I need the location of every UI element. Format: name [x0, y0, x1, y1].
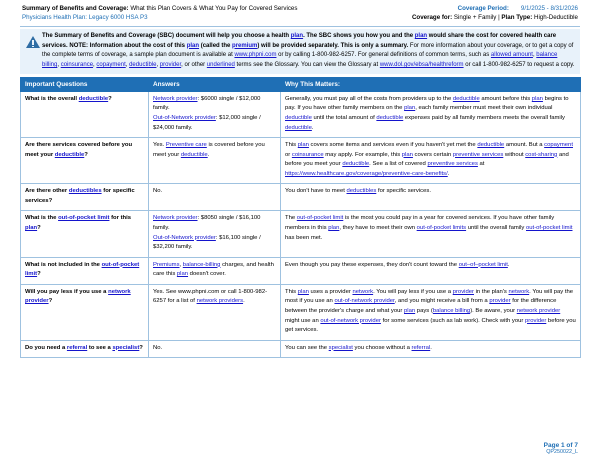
- document-title-strong: Summary of Benefits and Coverage:: [22, 5, 129, 12]
- table-row: [21, 138, 581, 184]
- header-right-block: [374, 5, 578, 23]
- notice-s6: only a summary.: [361, 42, 409, 49]
- glossary-link-deductible[interactable]: deductible: [285, 124, 312, 131]
- glossary-link-plan[interactable]: plan: [25, 225, 38, 232]
- q4-p4: ?: [37, 225, 41, 232]
- glossary-link-deductible[interactable]: deductible: [54, 151, 85, 158]
- question-cell-other-deductibles: [21, 184, 149, 211]
- a1-l1-text: : $12,000 single / $24,000 family.: [153, 114, 261, 131]
- glossary-link-plan[interactable]: plan: [297, 142, 309, 149]
- notice-s8: or by calling 1-800-982-6257. For general definitions of common terms, such as: [276, 52, 491, 59]
- warning-triangle-shape: [26, 36, 40, 48]
- glossary-link-deductible[interactable]: deductible: [477, 142, 505, 149]
- sbc-questions-table: [20, 77, 581, 358]
- q5-p2: ?: [37, 271, 41, 278]
- table-header-row: [21, 77, 581, 91]
- table-row: [21, 257, 581, 284]
- q7-p2: to see a: [87, 344, 113, 351]
- q5-p0: What is not included in the: [25, 261, 102, 268]
- glossary-link-deductible[interactable]: deductible: [285, 114, 312, 121]
- q3-p0: Are there other: [25, 188, 69, 195]
- answer-cell-network-provider-savings: Yes. See www.phpni.com or call 1-800-982-6257 for a list of network providers.: [149, 284, 281, 340]
- q2-p2: ?: [84, 151, 88, 158]
- glossary-link-deductible[interactable]: deductible: [452, 95, 480, 102]
- q6-p2: ?: [48, 298, 53, 305]
- glossary-link-plan[interactable]: plan: [404, 105, 416, 112]
- glossary-link-plan[interactable]: plan: [297, 288, 309, 295]
- glossary-link-balance-billing[interactable]: balance billing: [432, 307, 471, 314]
- page-footer: [544, 442, 578, 455]
- q4-p0: What is the: [25, 215, 59, 222]
- notice-s1: The Summary of Benefits and Coverage (SBC) document will help you choose a health: [42, 32, 291, 39]
- glossary-link-allowed-amount[interactable]: allowed amount: [490, 52, 533, 59]
- plan-name: Physicians Health Plan: Legacy 6000 HSA P3: [22, 13, 148, 21]
- notice-s4: (called the: [199, 42, 233, 49]
- glossary-link-out-of-network-provider[interactable]: out-of-network provider: [320, 317, 381, 324]
- glossary-link-out-of-pocket-limit[interactable]: out-of-pocket limit: [25, 261, 140, 278]
- glossary-link-plan-3[interactable]: plan: [186, 42, 200, 49]
- website-link-phpni[interactable]: www.phpni.com: [234, 52, 277, 59]
- website-link-dol-glossary[interactable]: www.dol.gov/ebsa/healthreform: [379, 62, 464, 69]
- question-cell-services-before-deductible: [21, 138, 149, 184]
- table-row: [21, 340, 581, 358]
- glossary-link-plan[interactable]: plan: [531, 95, 543, 102]
- notice-s9: ,: [532, 52, 537, 59]
- coverage-for-label: Coverage for:: [411, 13, 453, 21]
- glossary-link-out-of-pocket-limit[interactable]: out-of-pocket limit: [526, 225, 573, 232]
- glossary-link-deductible[interactable]: deductible: [129, 62, 157, 69]
- table-row: [21, 284, 581, 340]
- notice-s13: ,: [156, 62, 160, 69]
- glossary-link-copayment[interactable]: copayment: [544, 142, 573, 149]
- page-number: Page 1 of 7: [543, 442, 578, 449]
- glossary-link-deductible[interactable]: deductible: [342, 161, 370, 168]
- question-cell-out-of-pocket-limit: [21, 211, 149, 257]
- why-cell-network-provider-savings: This plan uses a provider network. You will pay less if you use a provider in the plan's network. You will pay the most if you use an out-of-network provider, and you might receive a bill from a provider for the difference between the provider's charge and what your plan pays (balance billing). Be aware, your network provider might use an out-of-network provider for some services (such as lab work). Check with your provider before you get services.: [281, 284, 581, 340]
- glossary-link-network-provider[interactable]: Network provider: [153, 215, 198, 222]
- notice-s15: terms see the Glossary. You can view the Glossary at: [234, 62, 380, 69]
- glossary-link-network-provider[interactable]: network provider: [25, 288, 131, 305]
- why-cell-overall-deductible: Generally, you must pay all of the costs from providers up to the deductible amount before this plan begins to pay. If you have other family members on the plan, each family member must meet their own individual deductible until the total amount of deductible expenses paid by all family members meets the overall family deductible.: [281, 91, 581, 137]
- notice-s2: . The SBC shows you how you and the: [303, 32, 415, 39]
- glossary-link-provider[interactable]: provider: [489, 298, 511, 305]
- header-left-block: [22, 5, 374, 23]
- q1-p0: What is the overall: [25, 95, 79, 102]
- answer-cell-other-deductibles: No.: [149, 184, 281, 211]
- q3-p2: for specific services?: [25, 188, 135, 204]
- q2-p0: Are there services covered before you meet your: [25, 142, 133, 158]
- document-code: QP250022_L: [546, 449, 578, 455]
- glossary-link-referral[interactable]: referral: [411, 344, 431, 351]
- table-row: [21, 211, 581, 257]
- table-row: [21, 184, 581, 211]
- column-header-why-this-matters: Why This Matters:: [281, 77, 581, 91]
- coverage-for-line: [374, 14, 578, 23]
- glossary-link-specialist[interactable]: specialist: [112, 344, 140, 351]
- glossary-link-plan[interactable]: plan: [176, 271, 189, 278]
- answer-cell-referral-specialist: No.: [149, 340, 281, 358]
- glossary-link-plan[interactable]: plan: [404, 307, 416, 314]
- sbc-notice-box: [20, 29, 580, 74]
- glossary-link-provider[interactable]: provider: [452, 288, 474, 295]
- why-cell-out-of-pocket-limit: The out-of-pocket limit is the most you could pay in a year for covered services. If you have other family members in this plan, they have to meet their own out-of-pocket limits until the overall family out-of-pocket limit has been met.: [281, 211, 581, 257]
- q1-p2: ?: [108, 95, 112, 102]
- glossary-link-out-of-pocket-limits[interactable]: out-of-pocket limits: [416, 225, 467, 232]
- coverage-period-label: Coverage Period:: [457, 5, 509, 12]
- glossary-link-network[interactable]: network: [352, 288, 374, 295]
- glossary-link-network-providers[interactable]: network providers: [196, 298, 244, 305]
- answer-cell-services-before-deductible: Yes. Preventive care is covered before you meet your deductible.: [149, 138, 281, 184]
- glossary-link-copayment[interactable]: copayment: [96, 62, 126, 69]
- glossary-link-plan-2[interactable]: plan: [414, 32, 428, 39]
- answer-cell-overall-deductible: [149, 91, 281, 137]
- question-cell-referral-specialist: [21, 340, 149, 358]
- q6-p0: Will you pay less if you use a: [25, 288, 109, 295]
- column-header-important-questions: Important Questions: [21, 77, 149, 91]
- glossary-link-balance-billing[interactable]: balance billing: [42, 52, 558, 69]
- glossary-link-plan[interactable]: plan: [328, 225, 340, 232]
- glossary-link-plan-1[interactable]: plan: [290, 32, 304, 39]
- q7-p4: ?: [139, 344, 143, 351]
- notice-s16: or call 1-800-982-6257 to request a copy.: [463, 62, 575, 69]
- coverage-period-line: [374, 5, 578, 14]
- column-header-answers: Answers: [149, 77, 281, 91]
- q7-p0: Do you need a: [25, 344, 67, 351]
- glossary-link-premium[interactable]: premium: [232, 42, 258, 49]
- question-cell-overall-deductible: [21, 91, 149, 137]
- glossary-link-plan[interactable]: plan: [401, 151, 413, 158]
- glossary-link-deductibles[interactable]: deductibles: [346, 188, 377, 195]
- glossary-link-out-of-network-provider[interactable]: out-of-network provider: [334, 298, 395, 305]
- glossary-link-out-of-network-provider[interactable]: Out-of-Network provider: [153, 114, 216, 121]
- a4-l1-text: : $16,100 single / $32,200 family.: [153, 234, 261, 251]
- why-cell-not-included-oop: Even though you pay these expenses, they don't count toward the out–of–pocket limit.: [281, 257, 581, 284]
- a4-l0-text: : $8050 single / $16,100 family.: [153, 215, 261, 232]
- notice-s11: ,: [93, 62, 97, 69]
- glossary-link-referral[interactable]: referral: [66, 344, 88, 351]
- glossary-link-preventive-services[interactable]: preventive services: [452, 151, 504, 158]
- document-header: [0, 0, 600, 25]
- notice-s5: ) will be provided separately. This is: [257, 42, 362, 49]
- glossary-link-coinsurance[interactable]: coinsurance: [60, 62, 94, 69]
- table-row: [21, 91, 581, 137]
- notice-s10: ,: [57, 62, 61, 69]
- glossary-link-specialist[interactable]: specialist: [328, 344, 353, 351]
- answer-cell-not-included-oop: Premiums, balance-billing charges, and health care this plan doesn't cover.: [149, 257, 281, 284]
- glossary-link-underlined[interactable]: underlined: [206, 62, 235, 69]
- glossary-link-deductible[interactable]: deductible: [180, 151, 208, 158]
- glossary-link-cost-sharing[interactable]: cost-sharing: [525, 151, 558, 158]
- glossary-link-preventive-care[interactable]: Preventive care: [165, 142, 207, 149]
- document-title: [22, 5, 374, 14]
- notice-s7: For more information about your coverage, or to get a copy of the complete terms of coverage, a sample plan document is available at: [42, 42, 574, 59]
- q4-p2: for this: [109, 215, 132, 222]
- glossary-link-provider[interactable]: provider: [525, 317, 547, 324]
- notice-s14: , or other: [181, 62, 207, 69]
- a1-l0-text: : $6000 single / $12,000 family.: [153, 95, 261, 112]
- answer-cell-out-of-pocket-limit: [149, 211, 281, 257]
- glossary-link-provider[interactable]: provider: [159, 62, 182, 69]
- notice-s3: would share the cost for covered health care services. NOTE: Information about the cost of this: [42, 32, 557, 49]
- glossary-link-deductibles[interactable]: deductibles: [68, 188, 102, 195]
- warning-triangle-icon: [24, 32, 42, 48]
- why-cell-other-deductibles: You don't have to meet deductibles for specific services.: [281, 184, 581, 211]
- glossary-link-out-of-pocket-limit[interactable]: out-of-pocket limit: [296, 215, 344, 222]
- glossary-link-preventive-services[interactable]: preventive services: [427, 161, 478, 168]
- document-title-rest: What this Plan Covers & What You Pay for Covered Services: [128, 5, 298, 12]
- plan-type-value: High-Deductible: [532, 13, 578, 21]
- plan-type-label: Plan Type:: [501, 13, 533, 21]
- glossary-link-network-provider[interactable]: Network provider: [153, 95, 198, 102]
- glossary-link-premiums[interactable]: Premiums: [153, 261, 180, 268]
- glossary-link-out-of-pocket-limit[interactable]: out-of-pocket limit: [58, 215, 110, 222]
- glossary-link-out-of-pocket-limit[interactable]: out–of–pocket limit: [458, 261, 508, 268]
- notice-s12: ,: [125, 62, 130, 69]
- question-cell-not-included-oop: [21, 257, 149, 284]
- glossary-link-deductible[interactable]: deductible: [78, 95, 109, 102]
- why-cell-referral-specialist: You can see the specialist you choose without a referral.: [281, 340, 581, 358]
- glossary-link-network-provider[interactable]: network provider: [516, 307, 561, 314]
- notice-paragraph: [42, 32, 575, 71]
- coverage-for-value: Single + Family |: [452, 13, 502, 21]
- glossary-link-deductible[interactable]: deductible: [376, 114, 404, 121]
- question-cell-network-provider-savings: [21, 284, 149, 340]
- glossary-link-network[interactable]: network: [508, 288, 530, 295]
- why-cell-services-before-deductible: This plan covers some items and services even if you haven't yet met the deductible amount. But a copayment or coinsurance may apply. For example, this plan covers certain preventive services without cost-sharing and before you meet your deductible. See a list of covered preventive services at https://www.healthcare.gov/coverage/preventive-care-benefits/.: [281, 138, 581, 184]
- coverage-period-value: 9/1/2025 - 8/31/2026: [520, 5, 578, 12]
- glossary-link-out-of-network-provider[interactable]: Out-of-Network provider: [153, 234, 216, 241]
- header-divider: [20, 26, 580, 27]
- website-link-healthcare-gov-preventive[interactable]: https://www.healthcare.gov/coverage/preventive-care-benefits/: [285, 170, 448, 177]
- glossary-link-coinsurance[interactable]: coinsurance: [291, 151, 324, 158]
- glossary-link-balance-billing[interactable]: balance-billing: [182, 261, 221, 268]
